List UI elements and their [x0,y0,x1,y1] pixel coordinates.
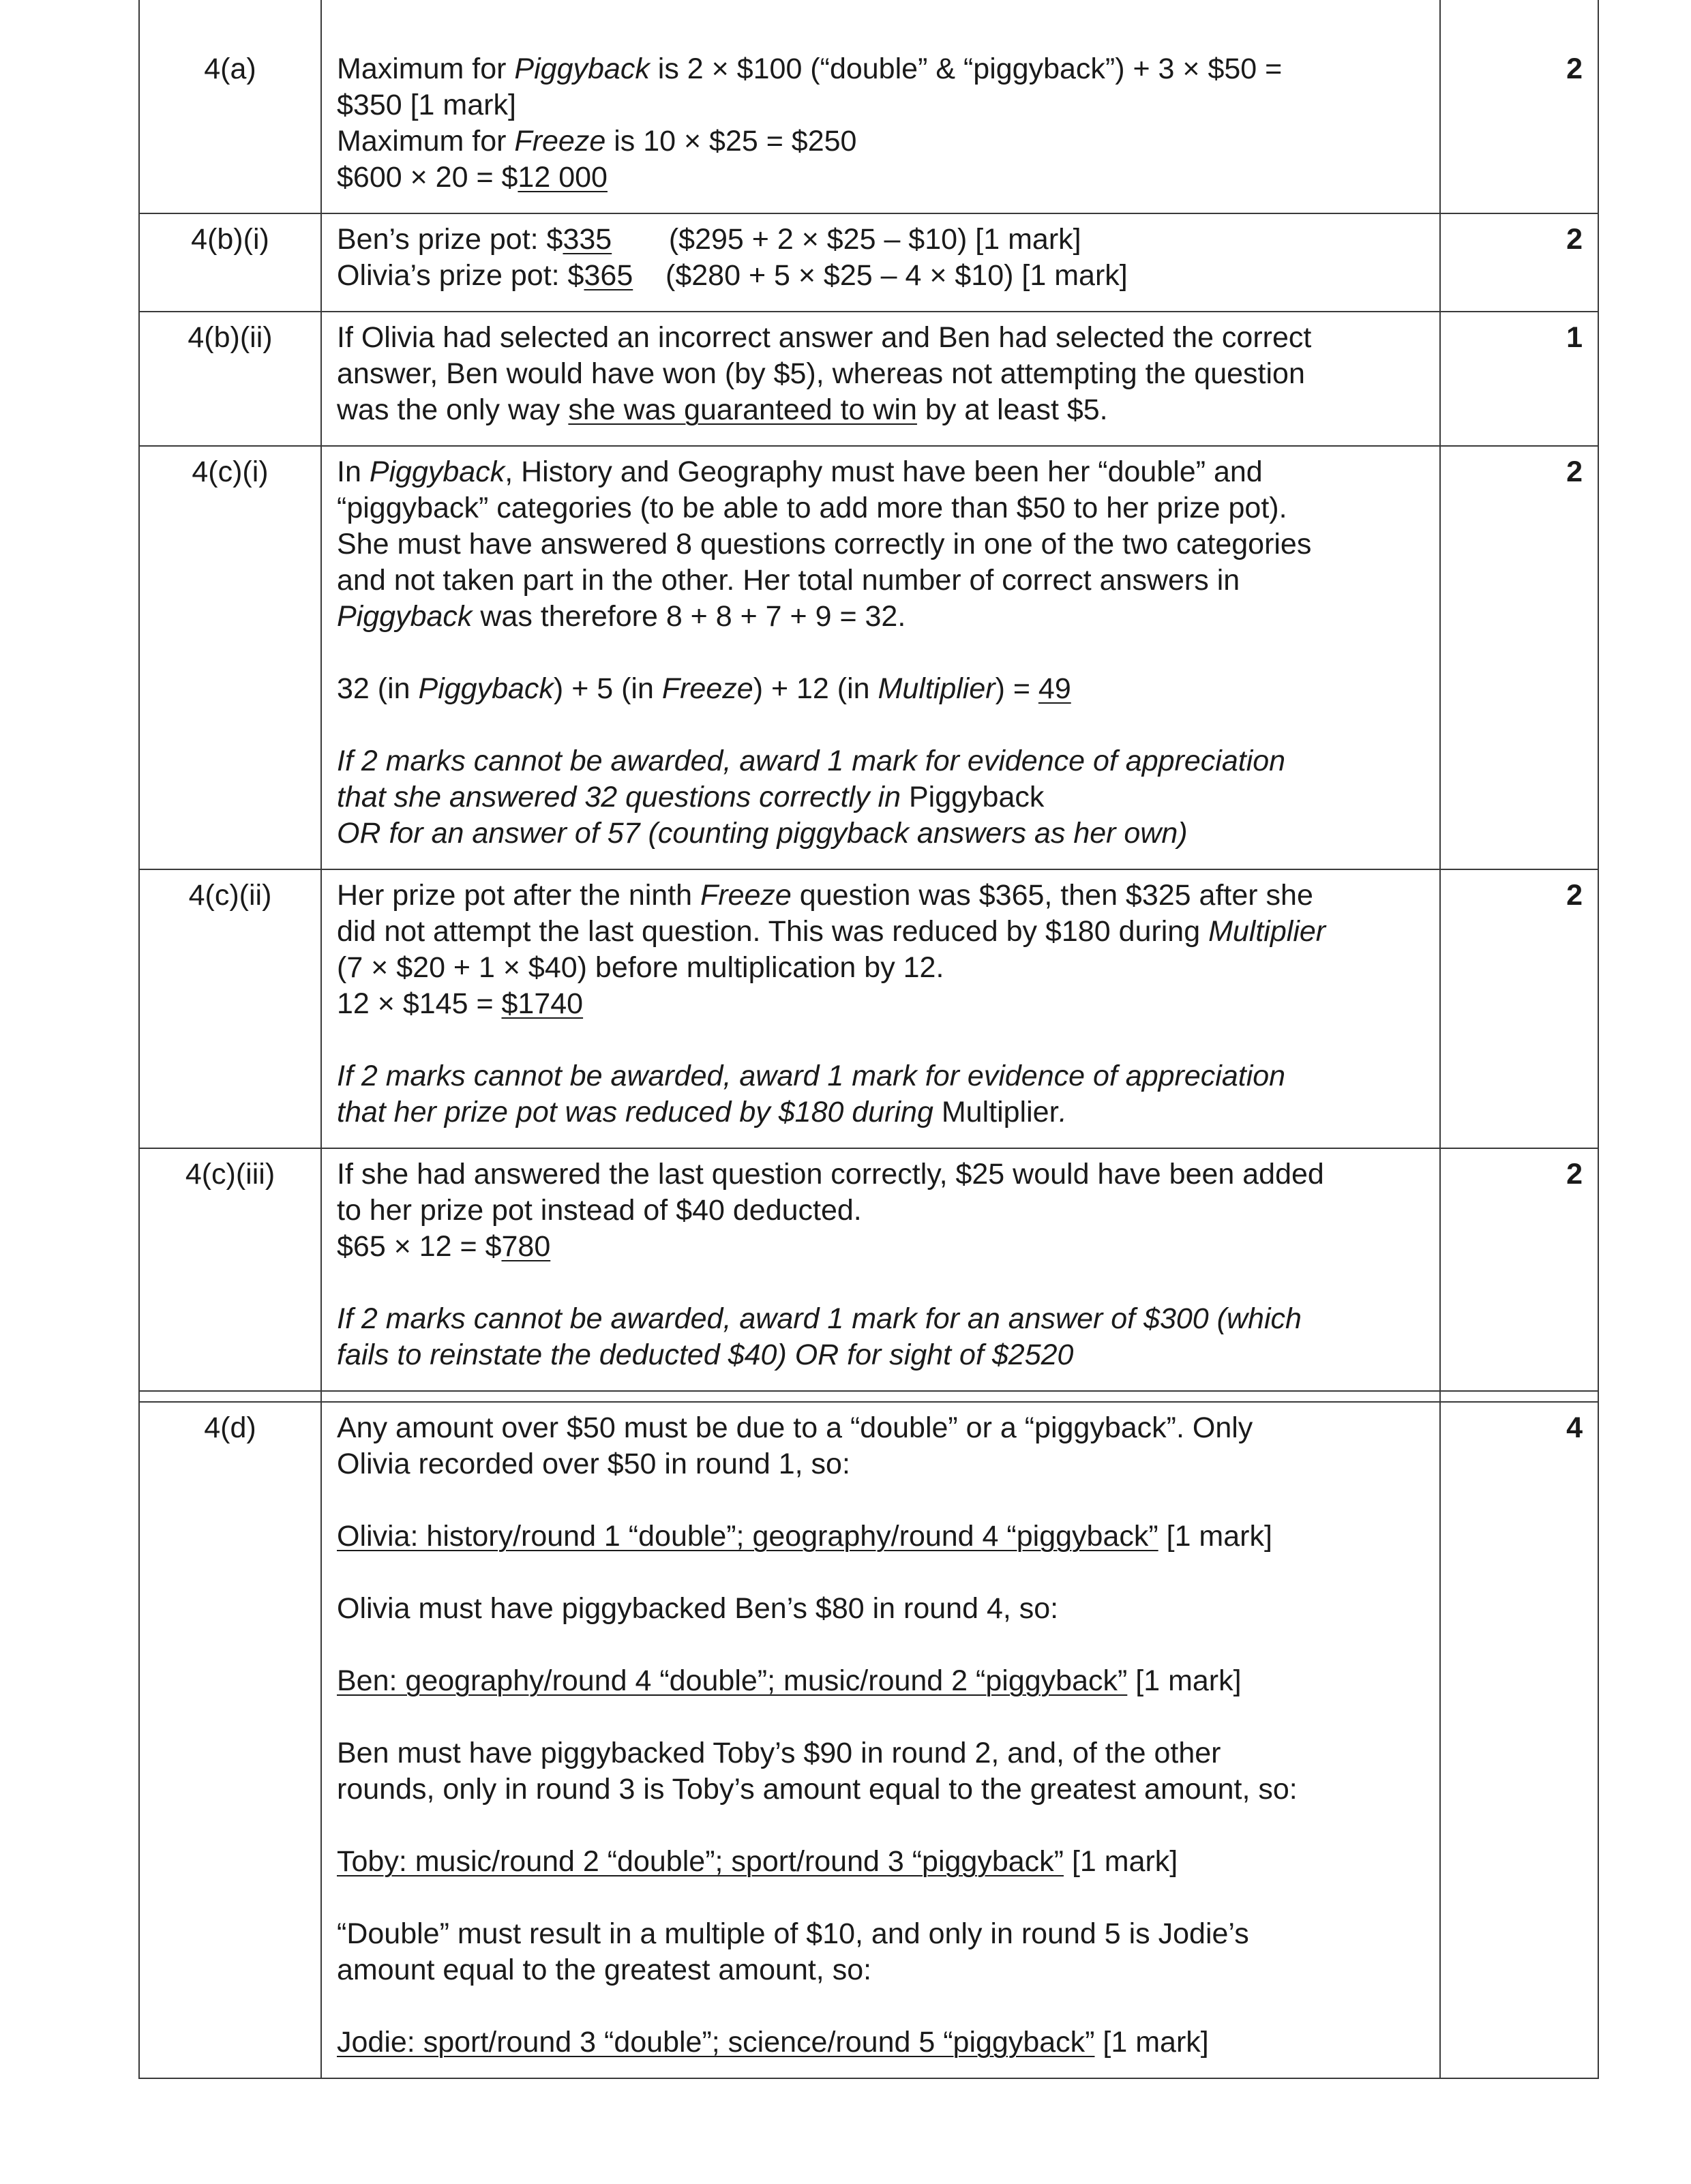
separator-cell [321,1391,1440,1402]
blank-line [337,1482,1426,1519]
answer-text: Multiplier [941,1096,1059,1128]
answer-line [337,1301,1426,1337]
answer-line [337,1156,1426,1193]
answer-line [337,392,1426,428]
table-separator [139,1391,1598,1402]
answer-text: $65 × 12 = $ [337,1230,502,1263]
answer-line [337,2024,1426,2061]
answer-text: ($280 + 5 × $25 – 4 × $10) [1 mark] [633,259,1128,292]
answer-line [337,1519,1426,1555]
marks-value: 2 [1440,869,1598,1148]
blank-line [337,635,1426,671]
answer-line [337,563,1426,599]
answer-line [337,320,1426,356]
blank-line [337,1265,1426,1301]
answer-text: Any amount over $50 must be due to a “double” or a “piggyback”. Only [337,1411,1253,1444]
answer-text: Multiplier [1208,915,1326,948]
answer-text: [1 mark] [1064,1845,1178,1878]
answer-cell [321,446,1440,869]
answer-text: by at least $5. [916,393,1108,426]
answer-text: was therefore 8 + 8 + 7 + 9 = 32. [472,600,906,633]
answer-cell [321,1148,1440,1391]
answer-text: Maximum for [337,53,515,85]
answer-line [337,1952,1426,1988]
table-row [139,0,1598,213]
question-part: 4(c)(iii) [139,1148,321,1391]
separator-cell [1440,1391,1598,1402]
answer-text: In [337,455,370,488]
blank-line [337,1699,1426,1735]
answer-cell [321,312,1440,446]
answer-text: Olivia’s prize pot: $ [337,259,584,292]
answer-line [337,1193,1426,1229]
answer-text: to her prize pot instead of $40 deducted. [337,1194,862,1227]
answer-line [337,1735,1426,1771]
answer-text: “piggyback” categories (to be able to add more than $50 to her prize pot). [337,492,1287,524]
answer-line [337,490,1426,526]
underlined-answer: she was guaranteed to win [568,393,917,426]
answer-text: She must have answered 8 questions correctly in one of the two categories [337,528,1312,560]
underlined-answer: Ben: geography/round 4 “double”; music/round 2 “piggyback” [337,1664,1128,1697]
answer-line [337,1229,1426,1265]
answer-text: . [1058,1096,1067,1128]
separator-cell [139,1391,321,1402]
answer-cell [321,213,1440,312]
answer-cell [321,0,1440,213]
answer-text: If 2 marks cannot be awarded, award 1 mark for an answer of $300 (which [337,1302,1302,1335]
answer-text: , History and Geography must have been her “double” and [505,455,1263,488]
answer-text: Maximum for [337,125,515,158]
underlined-answer: 780 [501,1230,551,1263]
answer-text: did not attempt the last question. This was reduced by $180 during [337,915,1209,948]
answer-text: Multiplier [878,672,996,705]
blank-line [337,1627,1426,1663]
answer-text: If 2 marks cannot be awarded, award 1 mark for evidence of appreciation [337,1060,1286,1092]
table-row [139,1402,1598,2078]
answer-text: Ben must have piggybacked Toby’s $90 in round 2, and, of the other [337,1737,1221,1769]
answer-line [337,1663,1426,1699]
answer-text: ) + 12 (in [753,672,878,705]
answer-text: that her prize pot was reduced by $180 during [337,1096,942,1128]
marks-value: 2 [1440,213,1598,312]
answer-line [337,258,1426,294]
answer-text: that she answered 32 questions correctly in [337,781,909,813]
answer-text: Freeze [514,125,606,158]
answer-text: Piggyback [369,455,505,488]
answer-text: question was $365, then $325 after she [791,879,1313,912]
answer-line [337,160,1426,196]
answer-text: Olivia recorded over $50 in round 1, so: [337,1448,850,1480]
answer-line [337,816,1426,852]
answer-text: $350 [1 mark] [337,89,516,121]
marks-value: 4 [1440,1402,1598,2078]
answer-line [337,222,1426,258]
answer-text: is 2 × $100 (“double” & “piggyback”) + 3 × $50 = [649,53,1283,85]
answer-line [337,671,1426,707]
answer-line [337,1591,1426,1627]
marks-value: 2 [1440,446,1598,869]
answer-text: “Double” must result in a multiple of $10, and only in round 5 is Jodie’s [337,1917,1249,1950]
answer-text: and not taken part in the other. Her total number of correct answers in [337,564,1240,597]
answer-text: was the only way [337,393,569,426]
answer-line [337,779,1426,816]
table-row [139,869,1598,1148]
answer-cell [321,869,1440,1148]
answer-text: If Olivia had selected an incorrect answer and Ben had selected the correct [337,321,1312,354]
blank-line [337,1808,1426,1844]
answer-text: Piggyback [908,781,1045,813]
answer-text: Ben’s prize pot: $ [337,223,563,256]
table-row [139,213,1598,312]
marks-value: 1 [1440,312,1598,446]
answer-line [337,914,1426,950]
answer-text: 12 × $145 = [337,987,502,1020]
blank-line [337,1022,1426,1058]
answer-line [337,51,1426,87]
blank-line [337,1988,1426,2024]
answer-text: answer, Ben would have won (by $5), whereas not attempting the question [337,357,1305,390]
answer-text: ) + 5 (in [553,672,662,705]
answer-line [337,1771,1426,1808]
answer-cell [321,1402,1440,2078]
answer-text: 32 (in [337,672,419,705]
answer-line [337,1337,1426,1373]
answer-text: is 10 × $25 = $250 [605,125,857,158]
answer-text: [1 mark] [1158,1520,1272,1553]
underlined-answer: 365 [584,259,633,292]
question-part: 4(c)(i) [139,446,321,869]
answer-line [337,1058,1426,1094]
question-part: 4(c)(ii) [139,869,321,1148]
answer-text: fails to reinstate the deducted $40) OR for sight of $2520 [337,1338,1074,1371]
answer-line [337,950,1426,986]
answer-text: (7 × $20 + 1 × $40) before multiplication by 12. [337,951,944,984]
answer-text: amount equal to the greatest amount, so: [337,1954,872,1986]
mark-scheme-body [139,0,1598,2078]
answer-line [337,1410,1426,1446]
answer-text: OR for an answer of 57 (counting piggyback answers as her own) [337,817,1188,850]
answer-text: ) = [995,672,1038,705]
answer-text: [1 mark] [1094,2026,1209,2059]
answer-line [337,1844,1426,1880]
answer-line [337,87,1426,123]
answer-line [337,1916,1426,1952]
answer-text: [1 mark] [1127,1664,1242,1697]
answer-text: Piggyback [514,53,650,85]
answer-line [337,526,1426,563]
underlined-answer: Toby: music/round 2 “double”; sport/round 3 “piggyback” [337,1845,1064,1878]
underlined-answer: Olivia: history/round 1 “double”; geography/round 4 “piggyback” [337,1520,1158,1553]
table-row [139,446,1598,869]
question-part: 4(b)(ii) [139,312,321,446]
answer-text: Freeze [700,879,792,912]
answer-line [337,356,1426,392]
underlined-answer: 49 [1038,672,1071,705]
answer-text: $600 × 20 = $ [337,161,518,194]
answer-text: Piggyback [418,672,554,705]
answer-text: Olivia must have piggybacked Ben’s $80 in round 4, so: [337,1592,1059,1625]
marks-value: 2 [1440,0,1598,213]
blank-line [337,1555,1426,1591]
answer-line [337,878,1426,914]
answer-text: ($295 + 2 × $25 – $10) [1 mark] [612,223,1081,256]
answer-text: If 2 marks cannot be awarded, award 1 mark for evidence of appreciation [337,745,1286,777]
answer-text: Freeze [661,672,753,705]
question-part: 4(b)(i) [139,213,321,312]
underlined-answer: 12 000 [518,161,608,194]
answer-text: Piggyback [337,600,473,633]
answer-line [337,1094,1426,1131]
answer-text: If she had answered the last question correctly, $25 would have been added [337,1158,1324,1191]
answer-text: Her prize pot after the ninth [337,879,701,912]
answer-line [337,123,1426,160]
underlined-answer: $1740 [501,987,584,1020]
answer-line [337,599,1426,635]
answer-line [337,986,1426,1022]
mark-scheme-table [138,0,1599,2079]
answer-line [337,454,1426,490]
question-part: 4(a) [139,0,321,213]
blank-line [337,707,1426,743]
question-part: 4(d) [139,1402,321,2078]
underlined-answer: Jodie: sport/round 3 “double”; science/round 5 “piggyback” [337,2026,1095,2059]
table-row [139,1148,1598,1391]
answer-line [337,743,1426,779]
underlined-answer: 335 [563,223,612,256]
answer-text: rounds, only in round 3 is Toby’s amount equal to the greatest amount, so: [337,1773,1298,1806]
marks-value: 2 [1440,1148,1598,1391]
blank-line [337,1880,1426,1916]
answer-line [337,1446,1426,1482]
table-row [139,312,1598,446]
